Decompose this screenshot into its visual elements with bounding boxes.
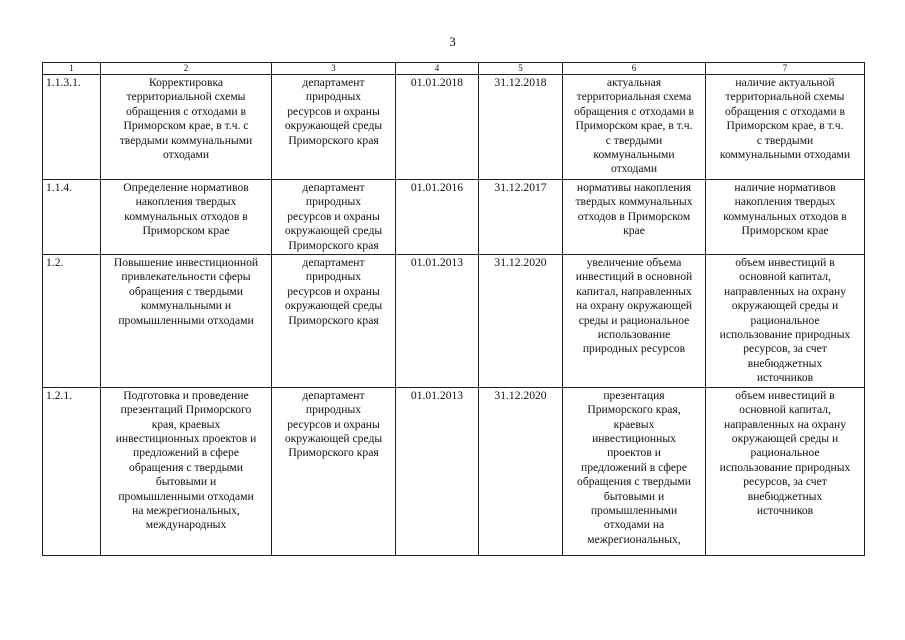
row-number: 1.1.3.1. (43, 75, 101, 180)
start-date: 01.01.2013 (396, 255, 479, 388)
executor: департамент природных ресурсов и охраны окружающей среды Приморского края (272, 75, 396, 180)
measure-name: Повышение инвестиционной привлекательности сферы обращения с твердыми коммунальными и промышленными отходами (101, 255, 272, 388)
expected-result: увеличение объема инвестиций в основной капитал, направленных на охрану окружающей среды и рациональное использование природных ресурсов (563, 255, 706, 388)
expected-result: презентация Приморского края, краевых инвестиционных проектов и предложений в сфере обращения с твердыми бытовыми и промышленными отходами на межрегиональных, (563, 387, 706, 555)
column-header-6: 6 (563, 63, 706, 75)
measure-name: Определение нормативов накопления твердых коммунальных отходов в Приморском крае (101, 180, 272, 255)
indicator: наличие нормативов накопления твердых коммунальных отходов в Приморском крае (706, 180, 865, 255)
indicator: наличие актуальной территориальной схемы обращения с отходами в Приморском крае, в т.ч. с твердыми коммунальными отходами (706, 75, 865, 180)
page-number: 3 (449, 34, 456, 49)
row-number: 1.2. (43, 255, 101, 388)
table-row (43, 75, 865, 180)
end-date: 31.12.2020 (479, 255, 563, 388)
indicator: объем инвестиций в основной капитал, направленных на охрану окружающей среды и рациональное использование природных ресурсов, за счет внебюджетных источников (706, 255, 865, 388)
column-header-1: 1 (43, 63, 101, 75)
table-row (43, 387, 865, 555)
column-header-5: 5 (479, 63, 563, 75)
expected-result: нормативы накопления твердых коммунальных отходов в Приморском крае (563, 180, 706, 255)
column-header-4: 4 (396, 63, 479, 75)
measure-name: Корректировка территориальной схемы обращения с отходами в Приморском крае, в т.ч. с твердыми коммунальными отходами (101, 75, 272, 180)
start-date: 01.01.2016 (396, 180, 479, 255)
column-header-7: 7 (706, 63, 865, 75)
row-number: 1.1.4. (43, 180, 101, 255)
executor: департамент природных ресурсов и охраны окружающей среды Приморского края (272, 180, 396, 255)
start-date: 01.01.2018 (396, 75, 479, 180)
table-row (43, 180, 865, 255)
header-row (43, 63, 865, 75)
end-date: 31.12.2020 (479, 387, 563, 555)
end-date: 31.12.2017 (479, 180, 563, 255)
column-header-2: 2 (101, 63, 272, 75)
executor: департамент природных ресурсов и охраны окружающей среды Приморского края (272, 255, 396, 388)
table-row (43, 255, 865, 388)
end-date: 31.12.2018 (479, 75, 563, 180)
plan-table (42, 62, 865, 556)
indicator: объем инвестиций в основной капитал, направленных на охрану окружающей среды и рациональное использование природных ресурсов, за счет внебюджетных источников (706, 387, 865, 555)
measure-name: Подготовка и проведение презентаций Приморского края, краевых инвестиционных проектов и предложений в сфере обращения с твердыми бытовыми и промышленными отходами на межрегиональных, международных (101, 387, 272, 555)
column-header-3: 3 (272, 63, 396, 75)
expected-result: актуальная территориальная схема обращения с отходами в Приморском крае, в т.ч. с твердыми коммунальными отходами (563, 75, 706, 180)
executor: департамент природных ресурсов и охраны окружающей среды Приморского края (272, 387, 396, 555)
start-date: 01.01.2013 (396, 387, 479, 555)
row-number: 1.2.1. (43, 387, 101, 555)
